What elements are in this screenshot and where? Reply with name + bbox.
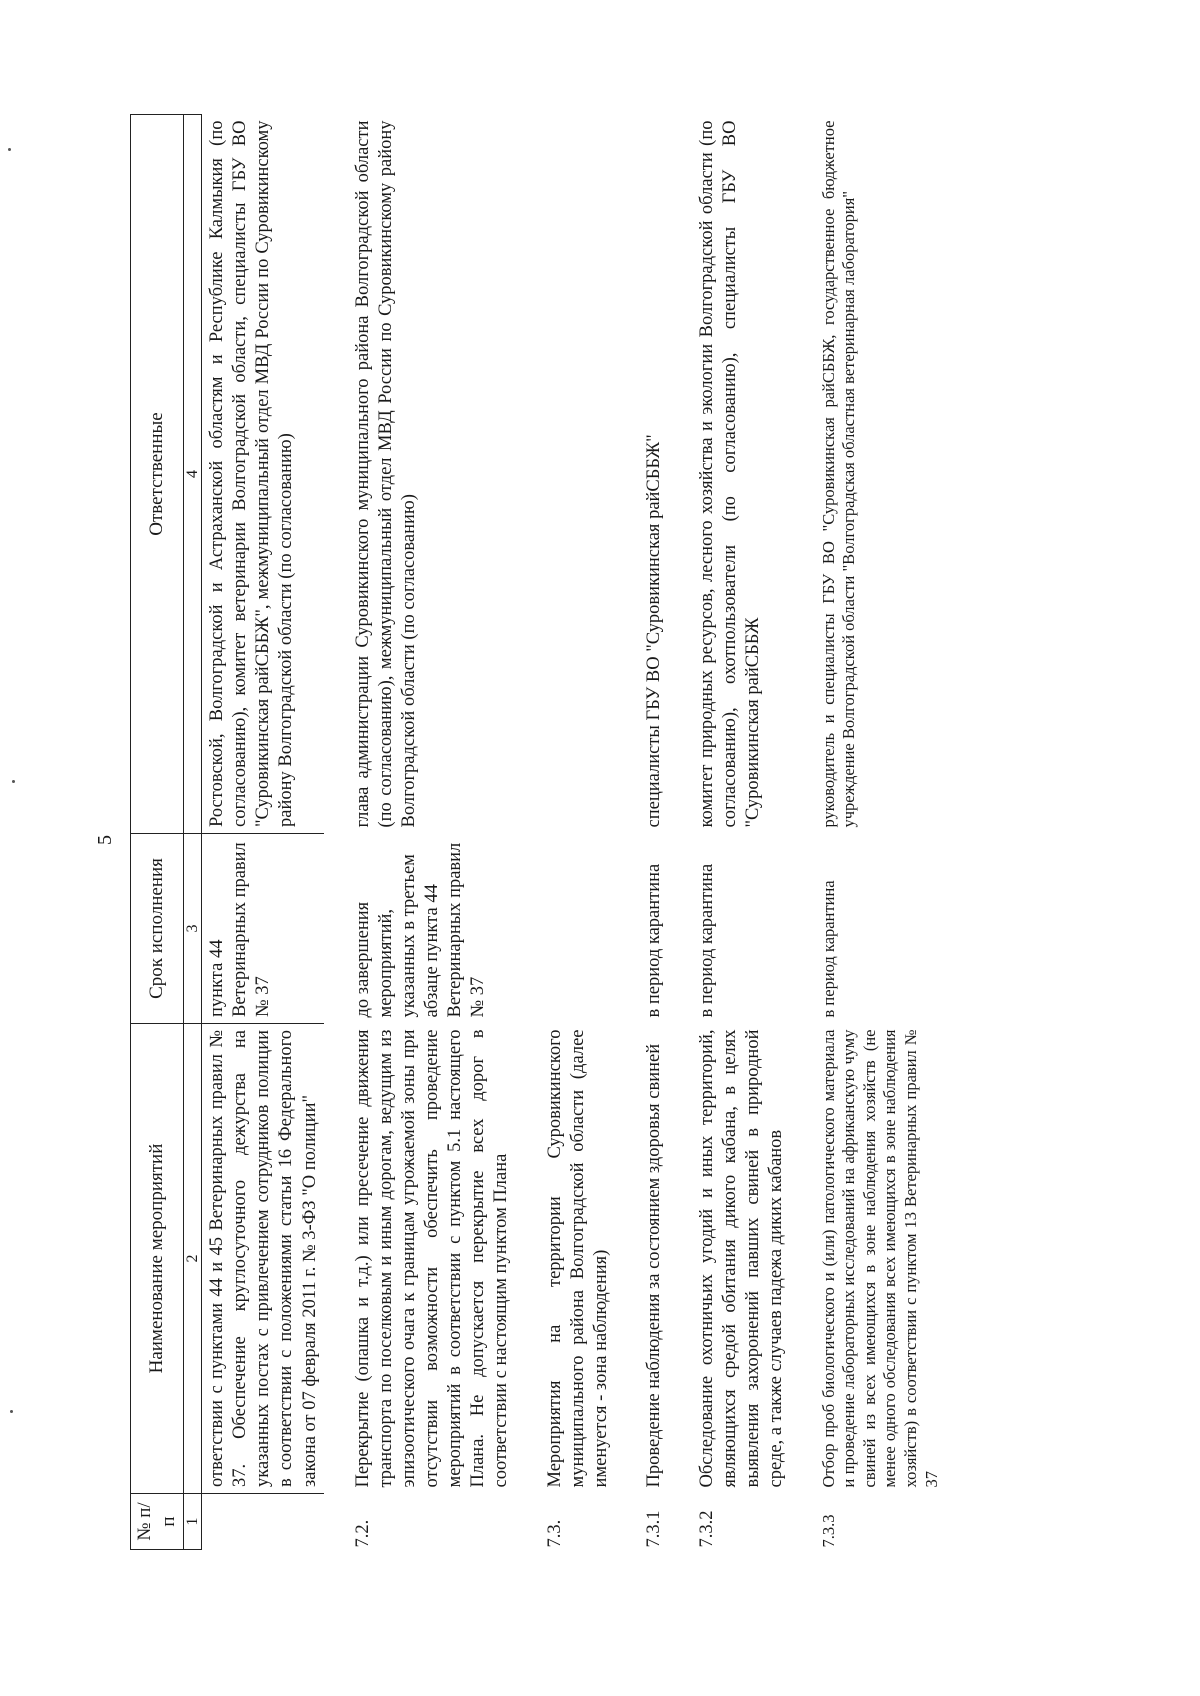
table-header-row bbox=[131, 115, 184, 1550]
table-row bbox=[791, 115, 945, 1550]
row-activity: ответствии с пунктами 44 и 45 Ветеринарных правил № 37. Обеспечение круглосуточного дежурства на указанных постах с привлечением сотрудников полиции в соответствии с положениями статьи 16 Федерального закона от 07 февраля 2011 г. № 3-ФЗ "О полиции" bbox=[202, 1024, 324, 1494]
table-row bbox=[668, 115, 791, 1550]
row-responsible: специалисты ГБУ ВО "Суровикинская райСББЖ" bbox=[643, 434, 664, 828]
header-activity-name: Наименование мероприятий bbox=[131, 1024, 184, 1494]
column-number-2: 2 bbox=[183, 1024, 202, 1494]
column-number-3: 3 bbox=[183, 834, 202, 1024]
row-activity: Перекрытие (опашка и т.д.) или пресечение движения транспорта по поселковым и иным дорогам, ведущим из эпизоотического очага к границам угрожаемой зоны при отсутствии возможности обеспечить проведение мероприятий в соответствии с пунктом 5.1 настоящего Плана. Не допускается перекрытие всех дорог в соответствии с настоящим пунктом Плана bbox=[352, 1029, 512, 1488]
row-responsible: глава администрации Суровикинского муниципального района Волгоградской области (по согласованию), межмуниципальный отдел МВД России по Суровикинскому району Волгоградской области (по согласованию) bbox=[352, 120, 419, 828]
scan-speck bbox=[12, 780, 15, 783]
column-number-4: 4 bbox=[183, 115, 202, 834]
row-deadline: в период карантина bbox=[697, 863, 718, 1018]
column-number-1: 1 bbox=[183, 1494, 202, 1550]
row-responsible: комитет природных ресурсов, лесного хозяйства и экологии Волгоградской области (по согласованию), охотпользователи (по согласованию), специалисты ГБУ ВО "Суровикинская райСББЖ bbox=[697, 120, 764, 828]
row-number: 7.3. bbox=[544, 1519, 565, 1548]
row-number: 7.3.3 bbox=[818, 1514, 838, 1548]
row-activity: Обследование охотничьих угодий и иных территорий, являющихся средой обитания дикого кабана, в целях выявления захоронений павших свиней в природной среде, а также случаев падежа диких кабанов bbox=[697, 1029, 787, 1488]
table-row bbox=[615, 115, 668, 1550]
row-number bbox=[202, 1494, 324, 1550]
table-row bbox=[324, 115, 516, 1550]
row-number: 7.2. bbox=[352, 1519, 373, 1548]
row-deadline: пункта 44 Ветеринарных правил № 37 bbox=[202, 834, 324, 1024]
table-column-numbers-row bbox=[183, 115, 202, 1550]
header-deadline: Срок исполнения bbox=[131, 834, 184, 1024]
row-deadline: до завершения мероприятий, указанных в третьем абзаце пункта 44 Ветеринарных правил № 37 bbox=[352, 842, 489, 1018]
header-responsible: Ответственные bbox=[131, 115, 184, 834]
rotated-table-sheet bbox=[130, 115, 1050, 1550]
table-row bbox=[202, 115, 324, 1550]
row-number: 7.3.1 bbox=[643, 1510, 664, 1548]
row-responsible: руководитель и специалисты ГБУ ВО "Суровикинская райСББЖ, государственное бюджетное учреждение Волгоградской области "Волгоградская областная ветеринарная лаборатория" bbox=[818, 120, 859, 828]
row-deadline: в период карантина bbox=[643, 863, 664, 1018]
row-responsible bbox=[516, 115, 615, 834]
header-number: № п/п bbox=[131, 1494, 184, 1550]
scan-speck bbox=[10, 1410, 13, 1413]
row-activity: Проведение наблюдения за состоянием здоровья свиней bbox=[643, 1043, 664, 1488]
row-number: 7.3.2 bbox=[697, 1510, 718, 1548]
plan-table bbox=[130, 114, 944, 1550]
row-responsible: Ростовской, Волгоградской и Астраханской областям и Республике Калмыкия (по согласованию), комитет ветеринарии Волгоградской области, специалисты ГБУ ВО "Суровикинская райСББЖ", межмуниципальный отдел МВД России по Суровикинскому району Волгоградской области (по согласованию) bbox=[202, 115, 324, 834]
row-deadline bbox=[516, 834, 615, 1024]
row-activity: Мероприятия на территории Суровикинского муниципального района Волгоградской области (далее именуется - зона наблюдения) bbox=[544, 1029, 611, 1488]
page-number: 5 bbox=[94, 835, 116, 845]
row-deadline: в период карантина bbox=[818, 880, 838, 1018]
table-row bbox=[516, 115, 615, 1550]
row-activity: Отбор проб биологического и (или) патологического материала и проведение лабораторных исследований на африканскую чуму свиней из всех имеющихся в зоне наблюдения хозяйств (не менее одного обследования всех имеющихся в зоне наблюдения хозяйств) в соответствии с пунктом 13 Ветеринарных правил № 37 bbox=[818, 1029, 941, 1488]
scan-speck bbox=[8, 148, 11, 151]
